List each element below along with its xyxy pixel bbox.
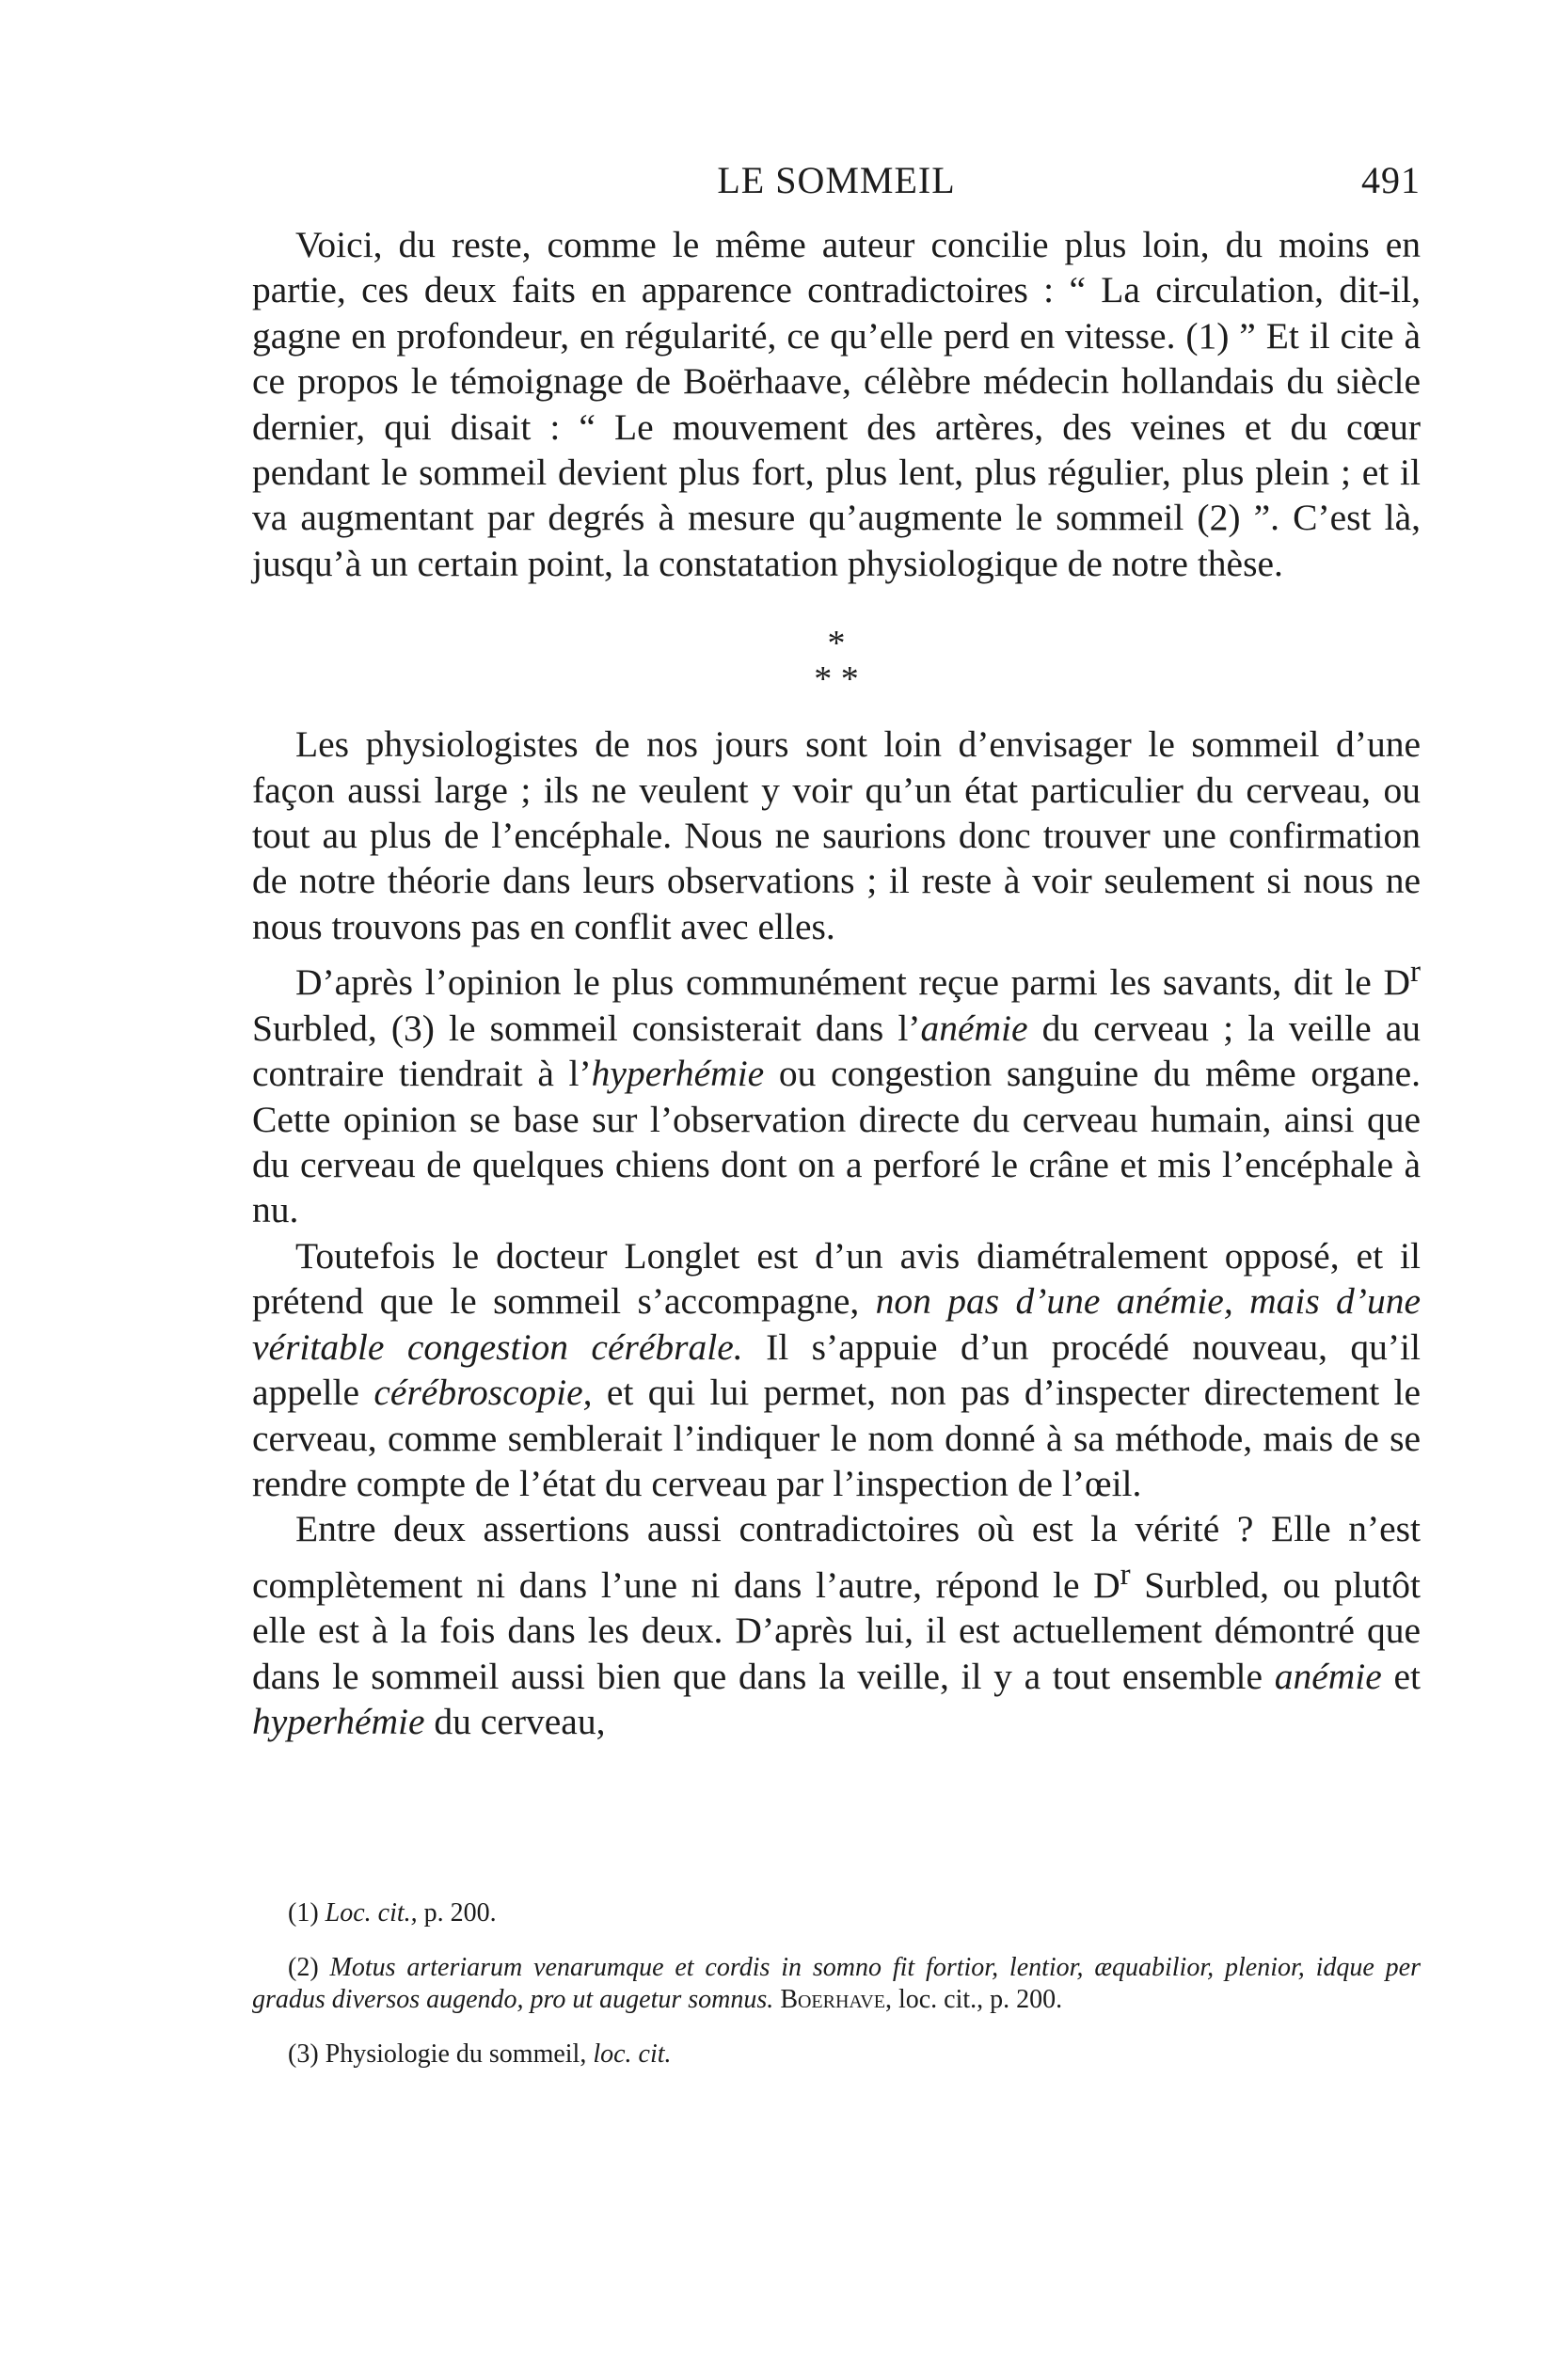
superscript: r xyxy=(1120,1557,1131,1592)
italic-term: hyperhémie xyxy=(252,1701,425,1743)
italic-term: anémie xyxy=(1274,1655,1382,1697)
section-separator xyxy=(252,586,1421,722)
paragraph-4: Toutefois le docteur Longlet est d’un avis diamétralement opposé, et il prétend que le sommeil s’accompagne, non pas d’une anémie, mais d’une véritable congestion cérébrale. Il s’appuie d’un procédé nouveau, qu’il appelle cérébroscopie, et qui lui permet, non pas d’inspecter directement le cerveau, comme semblerait l’indiquer le nom donné à sa méthode, mais de se rendre compte de l’état du cerveau par l’inspection de l’œil. xyxy=(252,1234,1422,1504)
italic-term: cérébroscopie, xyxy=(373,1372,593,1414)
superscript: r xyxy=(1410,955,1421,990)
paragraph-2: Les physiologistes de nos jours sont loin d’envisager le sommeil d’une façon aussi large ; ils ne veulent y voir qu’un état particulier du cerveau, ou tout au plus de l’encéphale. Nous ne saurions donc trouver une confirmation de notre théorie dans leurs observations ; il reste à voir seulement si nous ne nous trouvons pas en conflit avec elles. xyxy=(252,723,1421,947)
footnote-2: (2) Motus arteriarum venarumque et cordis in somno fit fortior, lentior, æquabilior, plenior, idque per gradus diversos augendo, pro ut augetur somnus. Boerhave, loc. cit., p. 200. xyxy=(252,1953,1422,2014)
main-text xyxy=(252,222,1421,1745)
footnote-3: (3) Physiologie du sommeil, loc. cit. xyxy=(288,2039,672,2069)
asterism-top: * xyxy=(827,624,846,664)
paragraph-1: Voici, du reste, comme le même auteur concilie plus loin, du moins en partie, ces deux faits en apparence contradictoires : “ La circulation, dit-il, gagne en profondeur, en régularité, ce qu’elle perd en vitesse. (1) ” Et il cite à ce propos le témoignage de Boërhaave, célèbre médecin hollandais du siècle dernier, qui disait : “ Le mouvement des artères, des veines et du cœur pendant le sommeil devient plus fort, plus lent, plus régulier, plus plein ; et il va augmentant par degrés à mesure qu’augmente le sommeil (2) ”. C’est là, jusqu’à un certain point, la constatation physiologique de notre thèse. xyxy=(252,224,1421,584)
italic-term: anémie xyxy=(920,1007,1028,1049)
italic-term: hyperhémie xyxy=(591,1053,765,1095)
asterism-bottom: * * xyxy=(814,659,859,700)
page-number: 491 xyxy=(1361,159,1421,201)
italic-phrase: non pas d’une anémie, mais d’une véritable congestion cérébrale. xyxy=(252,1280,1421,1368)
paragraph-5: Entre deux assertions aussi contradictoires où est la vérité ? Elle n’est complètement ni dans l’une ni dans l’autre, répond le $D^r$ Surbled, ou plutôt elle est à la fois dans les deux. D’après lui, il est actuellement démontré que dans le sommeil aussi bien que dans la veille, il y a tout ensemble anémie et hyperhémie du cerveau, xyxy=(252,1508,1421,1743)
paragraph-3: D’après l’opinion le plus communément reçue parmi les savants, dit le $D^r$ Surbled, (3) le sommeil consisterait dans l’anémie du cerveau ; la veille au contraire tiendrait à l’hyperhémie ou congestion sanguine du même organe. Cette opinion se base sur l’observation directe du cerveau humain, ainsi que du cerveau de quelques chiens dont on a perforé le crâne et mis l’encéphale à nu. xyxy=(252,955,1421,1231)
footnote-1: (1) Loc. cit., p. 200. xyxy=(288,1898,497,1928)
footnotes xyxy=(252,1897,1421,2093)
running-header xyxy=(252,158,1421,205)
running-title: LE SOMMEIL xyxy=(717,159,956,201)
